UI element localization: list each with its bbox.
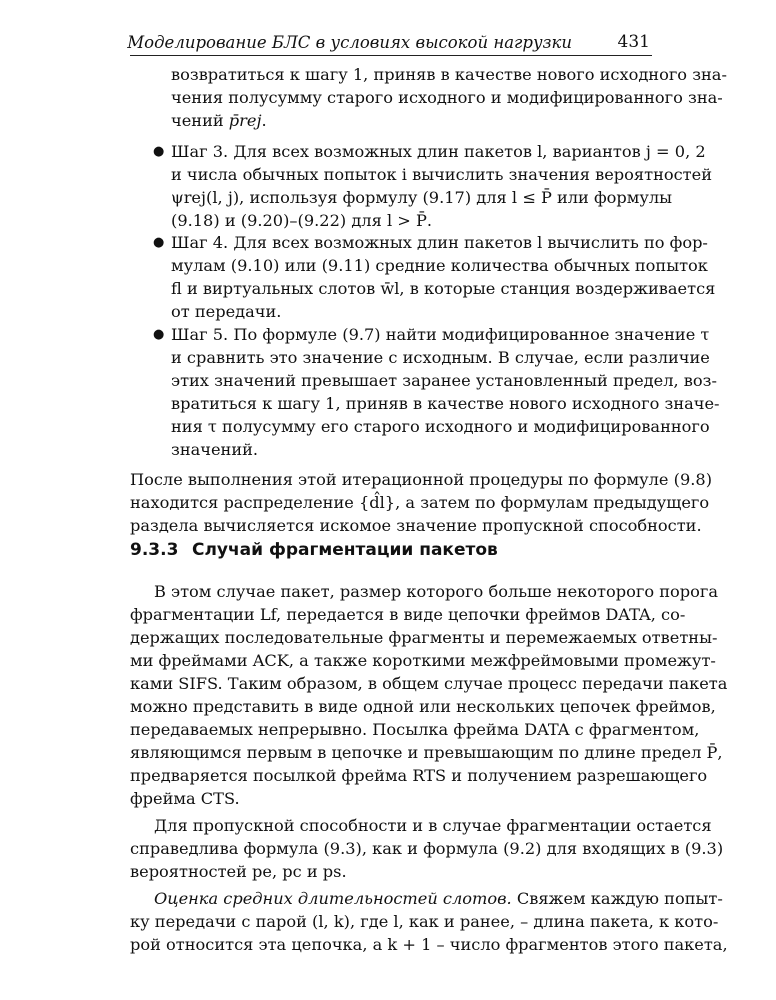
text-line: чения полусумму старого исходного и модифицированного зна- xyxy=(171,88,723,107)
paragraph-line: рой относится эта цепочка, а k + 1 – число фрагментов этого пакета, xyxy=(130,935,728,954)
step-line: вратиться к шагу 1, приняв в качестве нового исходного значе- xyxy=(171,394,720,413)
paragraph-line: вероятностей pe, pc и ps. xyxy=(130,862,347,881)
bullet-icon: ● xyxy=(153,327,165,342)
italic-lead: Оценка средних длительностей слотов. xyxy=(154,889,512,908)
running-header xyxy=(127,31,652,56)
text-line: чений p̄rej. xyxy=(171,111,267,130)
section-title: Случай фрагментации пакетов xyxy=(192,540,498,560)
paragraph-line: передаваемых непрерывно. Посылка фрейма DATA с фрагментом, xyxy=(130,720,700,739)
paragraph-line: держащих последовательные фрагменты и перемежаемых ответны- xyxy=(130,628,718,647)
math-expression: p̄rej xyxy=(228,111,262,130)
paragraph-line: После выполнения этой итерационной процедуры по формуле (9.8) xyxy=(130,470,713,489)
step-line: (9.18) и (9.20)–(9.22) для l > P̄. xyxy=(171,211,433,230)
step-line: значений. xyxy=(171,440,259,459)
bullet-icon: ● xyxy=(153,235,165,250)
paragraph-line: предваряется посылкой фрейма RTS и получением разрешающего xyxy=(130,766,708,785)
section-number: 9.3.3 xyxy=(130,540,179,560)
paragraph-line: В этом случае пакет, размер которого больше некоторого порога xyxy=(154,582,718,601)
paragraph-line: ми фреймами ACK, а также короткими межфреймовыми промежут- xyxy=(130,651,716,670)
paragraph-line: справедлива формула (9.3), как и формула (9.2) для входящих в (9.3) xyxy=(130,839,724,858)
step-line: мулам (9.10) или (9.11) средние количества обычных попыток xyxy=(171,256,708,275)
step-line: Шаг 4. Для всех возможных длин пакетов l вычислить по фор- xyxy=(171,233,708,252)
step-line: ния τ полусумму его старого исходного и модифицированного xyxy=(171,417,710,436)
paragraph-line: раздела вычисляется искомое значение пропускной способности. xyxy=(130,516,702,535)
step-line: этих значений превышает заранее установленный предел, воз- xyxy=(171,371,717,390)
paragraph-line: находится распределение {d̂l}, а затем по формулам предыдущего xyxy=(130,493,710,512)
step-line: и сравнить это значение с исходным. В случае, если различие xyxy=(171,348,710,367)
step-line: Шаг 5. По формуле (9.7) найти модифицированное значение τ xyxy=(171,325,710,344)
paragraph-line: фрагментации Lf, передается в виде цепочки фреймов DATA, со- xyxy=(130,605,686,624)
page-number: 431 xyxy=(617,32,650,52)
paragraph-line: ками SIFS. Таким образом, в общем случае процесс передачи пакета xyxy=(130,674,728,693)
paragraph-line: Для пропускной способности и в случае фрагментации остается xyxy=(154,816,712,835)
step-line: от передачи. xyxy=(171,302,282,321)
paragraph-line: являющимся первым в цепочке и превышающим по длине предел P̄, xyxy=(130,743,723,762)
paragraph-line: Оценка средних длительностей слотов. Свяжем каждую попыт- xyxy=(154,889,723,908)
step-line: ψrej(l, j), используя формулу (9.17) для l ≤ P̄ или формулы xyxy=(171,188,673,207)
running-title: Моделирование БЛС в условиях высокой нагрузки xyxy=(127,33,572,52)
bullet-icon: ● xyxy=(153,144,165,159)
step-line: Шаг 3. Для всех возможных длин пакетов l, вариантов j = 0, 2 xyxy=(171,142,706,161)
section-heading xyxy=(130,540,498,560)
step-line: fl и виртуальных слотов w̄l, в которые станция воздерживается xyxy=(171,279,716,298)
paragraph-line: можно представить в виде одной или нескольких цепочек фреймов, xyxy=(130,697,716,716)
text-line: возвратиться к шагу 1, приняв в качестве нового исходного зна- xyxy=(171,65,727,84)
paragraph-line: ку передачи с парой (l, k), где l, как и ранее, – длина пакета, к кото- xyxy=(130,912,719,931)
step-line: и числа обычных попыток i вычислить значения вероятностей xyxy=(171,165,713,184)
paragraph-line: фрейма CTS. xyxy=(130,789,240,808)
